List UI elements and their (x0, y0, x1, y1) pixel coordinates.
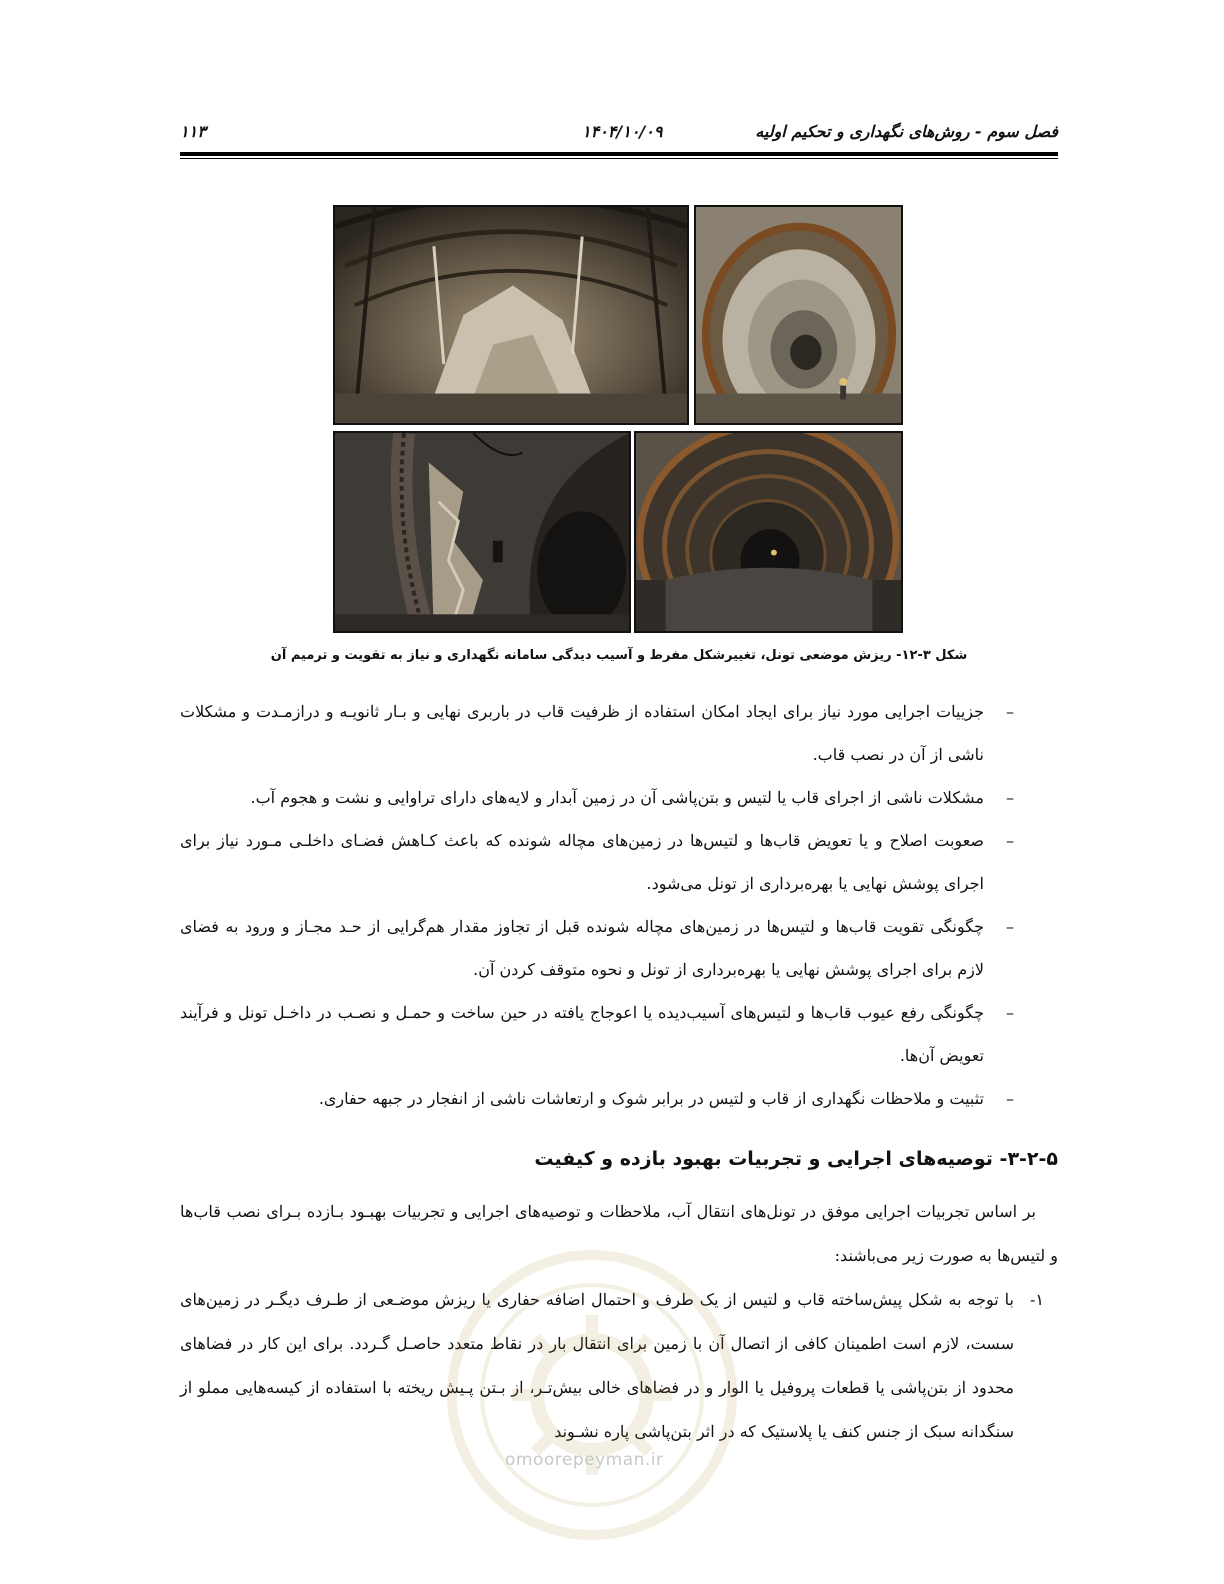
bullet-text: مشکلات ناشی از اجرای قاب یا لتیس و بتن‌پاشی آن در زمین آبدار و لایه‌های دارای تراوایی و نشت و هجوم آب. (250, 788, 984, 807)
bullet-marker: – (1006, 702, 1014, 721)
bullet-marker: – (1006, 788, 1014, 807)
bullet-list (180, 690, 1020, 1120)
bullet-text: چگونگی تقویت قاب‌ها و لتیس‌ها در زمین‌های مچاله شونده قبل از تجاوز مقدار هم‌گرایی از حـد مجـاز و ورود به فضای لازم برای اجرای پوشش نهایی یا بهره‌برداری از تونل و نحوه متوقف کردن آن. (180, 917, 984, 979)
bullet-text: صعوبت اصلاح و یا تعویض قاب‌ها و لتیس‌ها در زمین‌های مچاله شونده که باعث کـاهش فضـای داخلـی مـورد نیاز برای اجرای پوشش نهایی یا بهره‌برداری از تونل می‌شود. (180, 831, 984, 893)
watermark-seal (442, 1245, 742, 1545)
photo-tunnel-steel-sets (634, 431, 903, 633)
bullet-marker: – (1006, 1003, 1014, 1022)
intro-paragraph: بر اساس تجربیات اجرایی موفق در تونل‌های انتقال آب، ملاحظات و توصیه‌های اجرایی و تجربیات بهبـود بـازده بـرای نصب قاب‌ها و لتیس‌ها به صورت زیر می‌باشند: (180, 1202, 1058, 1265)
photo-tunnel-lattice-ring (694, 205, 903, 425)
header-rule-thick (180, 152, 1058, 156)
bullet-marker: – (1006, 831, 1014, 850)
bullet-item (180, 1077, 1020, 1120)
bullet-marker: – (1006, 917, 1014, 936)
item-number: ۱- (1030, 1290, 1044, 1309)
photo-tunnel-damaged-lining (333, 431, 631, 633)
page-number: ۱۱۳ (180, 122, 206, 141)
bullet-item (180, 776, 1020, 819)
bullet-item (180, 819, 1020, 905)
bullet-item (180, 991, 1020, 1077)
watermark-url: omoorepeyman.ir (505, 1450, 664, 1470)
chapter-title: فصل سوم - روش‌های نگهداری و تحکیم اولیه (755, 122, 1058, 141)
header-date: ۱۴۰۴/۱۰/۰۹ (582, 122, 663, 141)
bullet-item (180, 905, 1020, 991)
header-rule-thin (180, 158, 1058, 159)
bullet-marker: – (1006, 1089, 1014, 1108)
bullet-text: تثبیت و ملاحظات نگهداری از قاب و لتیس در برابر شوک و ارتعاشات ناشی از انفجار در جبهه حفاری. (318, 1089, 984, 1108)
section-heading: ۳-۲-۵- توصیه‌های اجرایی و تجربیات بهبود بازده و کیفیت (534, 1148, 1058, 1170)
photo-tunnel-collapse (333, 205, 689, 425)
figure-caption: شکل ۳-۱۲- ریزش موضعی تونل، تغییرشکل مفرط و آسیب دیدگی سامانه نگهداری و نیاز به تقویت و ترمیم آن (270, 648, 968, 663)
bullet-text: جزییات اجرایی مورد نیاز برای ایجاد امکان استفاده از ظرفیت قاب در باربری نهایی و بـار ثانویـه و درازمـدت و مشکلات ناشی از آن در نصب قاب. (180, 702, 984, 764)
item-text: با توجه به شکل پیش‌ساخته قاب و لتیس از یک طرف و احتمال اضافه حفاری یا ریزش موضـعی از طـرف دیگـر در زمین‌های سست، لازم است اطمینان کافی از اتصال آن با زمین برای انتقال بار در نقاط متعدد حاصـل گـردد. برای این کار در فضاهای محدود از بتن‌پاشی یا قطعات پروفیل یا الوار و در فضاهای خالی بیش‌تـر، از بـتن پـیش ریخته با استفاده از کیسه‌هایی مملو از سنگدانه سبک از جنس کنف یا پلاستیک که در اثر بتن‌پاشی پاره نشـوند (180, 1290, 1015, 1441)
bullet-text: چگونگی رفع عیوب قاب‌ها و لتیس‌های آسیب‌دیده یا اعوجاج یافته در حین ساخت و حمـل و نصـب در داخـل تونل و فرآیند تعویض آن‌ها. (180, 1003, 984, 1065)
bullet-item (180, 690, 1020, 776)
page-header (180, 120, 1058, 150)
